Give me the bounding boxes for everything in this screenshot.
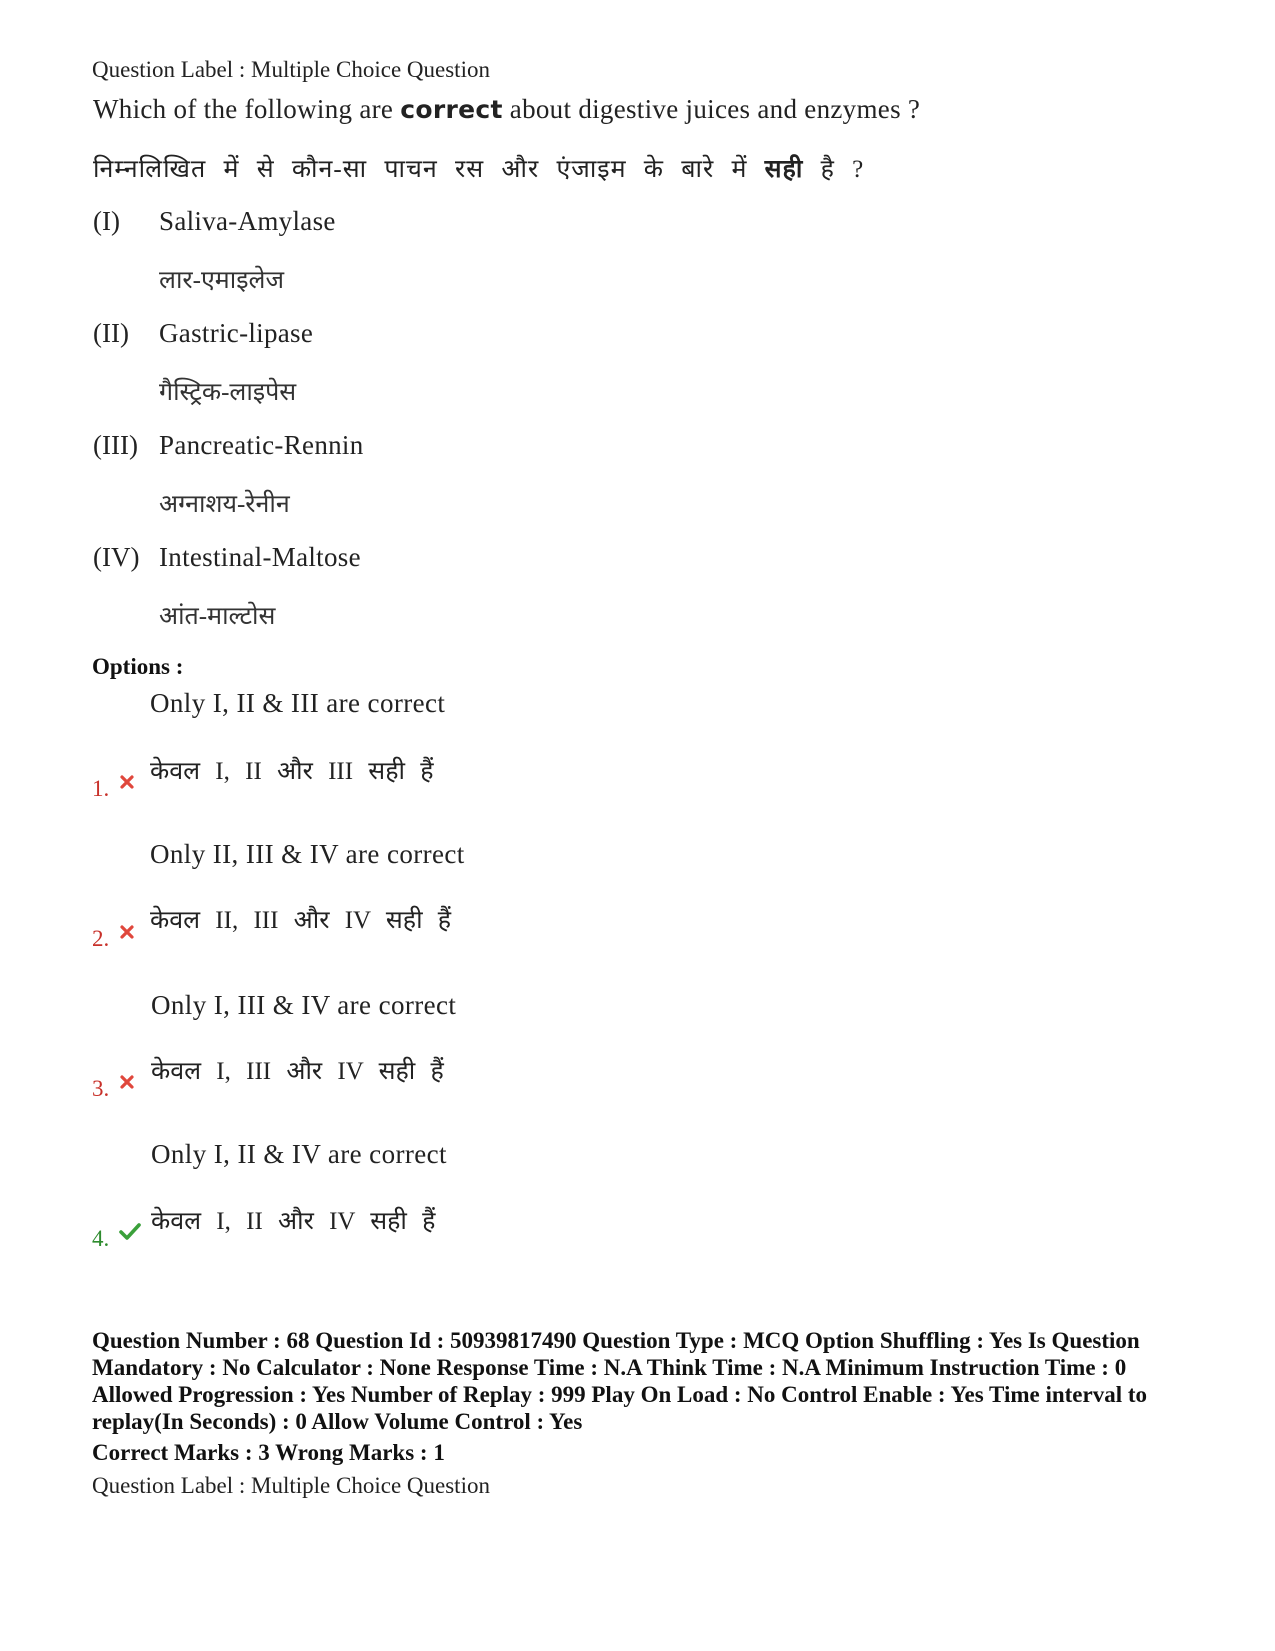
options-heading: Options :	[92, 654, 184, 679]
option-2-text-en[interactable]: Only II, III & IV are correct	[150, 839, 465, 869]
option-4-text-en[interactable]: Only I, II & IV are correct	[151, 1139, 447, 1169]
option-1-number: 1.	[92, 776, 110, 801]
option-1-text-hi[interactable]: केवल I, II और III सही हैं	[150, 758, 434, 785]
next-question-label: Question Label : Multiple Choice Question	[92, 1473, 490, 1498]
option-2-marker[interactable]	[92, 926, 135, 952]
check-icon	[119, 1222, 141, 1240]
option-3-marker[interactable]	[92, 1076, 135, 1102]
statement-hi-4: आंत-माल्टोस	[159, 603, 276, 630]
option-3-text-hi[interactable]: केवल I, III और IV सही हैं	[151, 1058, 444, 1085]
question-text-hi: निम्नलिखित में से कौन-सा पाचन रस और एंजाइम के बारे में सही है ?	[93, 156, 865, 183]
option-4-marker[interactable]	[92, 1226, 141, 1252]
cross-icon	[119, 774, 135, 790]
cross-icon	[119, 1074, 135, 1090]
option-3-number: 3.	[92, 1076, 110, 1101]
statement-roman-4: (IV)	[93, 542, 140, 572]
statement-roman-2: (II)	[93, 318, 129, 348]
cross-icon	[119, 924, 135, 940]
statement-roman-3: (III)	[93, 430, 138, 460]
question-metadata: Question Number : 68 Question Id : 50939817490 Question Type : MCQ Option Shuffling : Yes Is Question Mandatory : No Calculator : None Response Time : N.A Think Time : N.A Minimum Instruction Time : 0 Allowed Progression : Yes Number of Replay : 999 Play On Load : No Control Enable : Yes Time interval to replay(In Seconds) : 0 Allow Volume Control : Yes	[92, 1328, 1148, 1434]
marks-info: Correct Marks : 3 Wrong Marks : 1	[92, 1440, 445, 1465]
option-2-text-hi[interactable]: केवल II, III और IV सही हैं	[150, 907, 452, 934]
statement-en-2: Gastric-lipase	[159, 318, 314, 348]
statement-hi-1: लार-एमाइलेज	[159, 267, 285, 294]
statement-en-1: Saliva-Amylase	[159, 206, 336, 236]
option-2-number: 2.	[92, 926, 110, 951]
option-4-number: 4.	[92, 1226, 110, 1251]
option-1-marker[interactable]	[92, 776, 135, 802]
statement-hi-3: अग्नाशय-रेनीन	[159, 491, 290, 518]
statement-en-3: Pancreatic-Rennin	[159, 430, 364, 460]
option-4-text-hi[interactable]: केवल I, II और IV सही हैं	[151, 1208, 436, 1235]
option-1-text-en[interactable]: Only I, II & III are correct	[150, 688, 446, 718]
statement-hi-2: गैस्ट्रिक-लाइपेस	[159, 379, 297, 406]
option-3-text-en[interactable]: Only I, III & IV are correct	[151, 990, 457, 1020]
question-text-en: Which of the following are correct about digestive juices and enzymes ?	[93, 94, 921, 124]
statement-en-4: Intestinal-Maltose	[159, 542, 361, 572]
statement-roman-1: (I)	[93, 206, 120, 236]
question-label: Question Label : Multiple Choice Question	[92, 57, 490, 82]
